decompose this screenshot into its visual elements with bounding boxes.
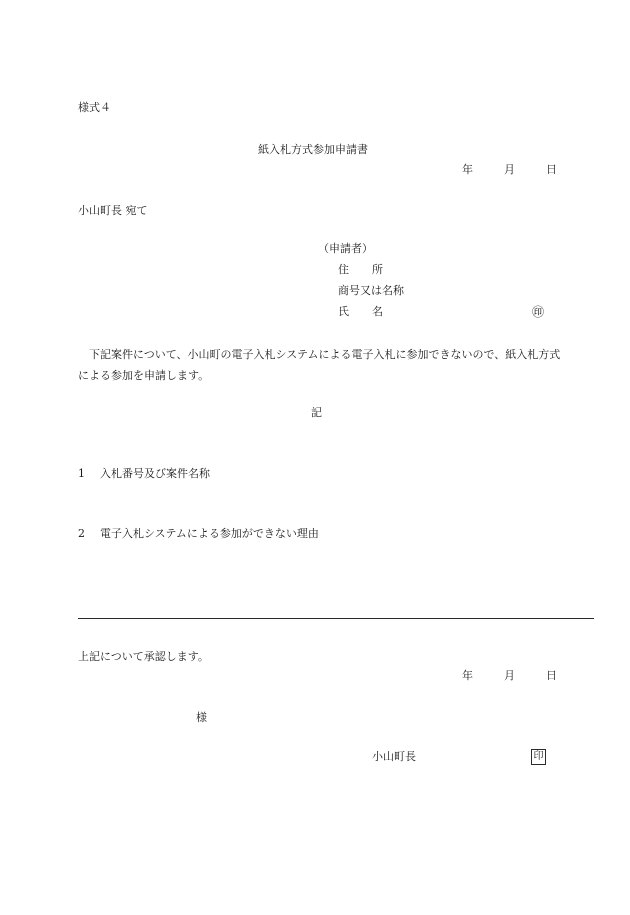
section-divider — [78, 618, 594, 619]
name-label-second: 名 — [372, 305, 383, 318]
addressee: 小山町長 宛て — [78, 204, 148, 217]
applicant-address-field — [338, 263, 383, 277]
date-month-label: 月 — [504, 669, 515, 682]
applicant-name-field — [338, 305, 383, 319]
application-body-text: 下記案件について、小山町の電子入札システムによる電子入札に参加できないので、紙入札方式による参加を申請します。 — [78, 348, 561, 382]
mayor-seal-box: 印 — [531, 749, 546, 765]
item-reason — [78, 527, 319, 541]
name-label-first: 氏 — [338, 305, 349, 318]
date-month-label: 月 — [504, 163, 515, 176]
applicant-company-field: 商号又は名称 — [338, 284, 404, 297]
recipient-honorific: 様 — [196, 711, 207, 724]
date-day-label: 日 — [546, 669, 557, 682]
item-number: 2 — [78, 527, 85, 540]
ki-heading: 記 — [311, 406, 322, 419]
date-day-label: 日 — [546, 163, 557, 176]
date-year-label: 年 — [462, 669, 473, 682]
document-title: 紙入札方式参加申請書 — [258, 143, 368, 156]
applicant-seal-mark: ㊞ — [532, 305, 545, 319]
item-label: 入札番号及び案件名称 — [100, 467, 210, 480]
address-label-second: 所 — [372, 263, 383, 276]
approval-text: 上記について承認します。 — [78, 650, 209, 663]
item-bid-number — [78, 467, 210, 481]
item-number: 1 — [78, 467, 85, 480]
date-year-label: 年 — [462, 163, 473, 176]
item-label: 電子入札システムによる参加ができない理由 — [100, 527, 319, 540]
applicant-label: （申請者） — [318, 242, 373, 255]
mayor-signatory: 小山町長 — [372, 750, 416, 763]
address-label-first: 住 — [338, 263, 349, 276]
form-number: 様式４ — [78, 101, 111, 114]
